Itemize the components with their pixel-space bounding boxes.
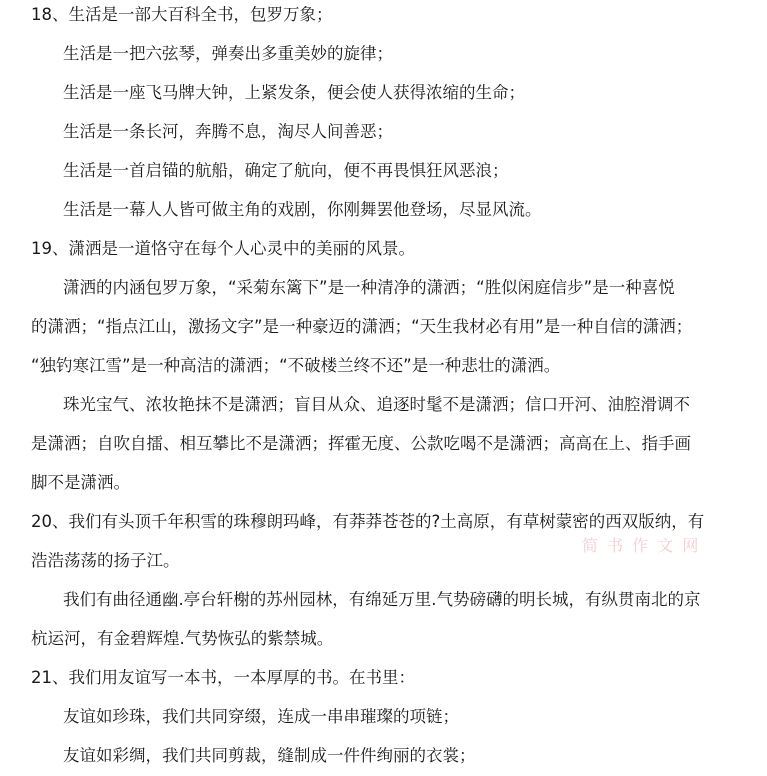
paragraph-line: 潇洒的内涵包罗万象，“采菊东篱下”是一种清净的潇洒；“胜似闲庭信步”是一种喜悦: [63, 278, 675, 297]
paragraph-line: 是潇洒；自吹自擂、相互攀比不是潇洒；挥霍无度、公款吃喝不是潇洒；高高在上、指手画: [31, 434, 691, 453]
paragraph-line: 生活是一首启锚的航船，确定了航向，便不再畏惧狂风恶浪；: [63, 161, 509, 180]
paragraph-line: 生活是一把六弦琴，弹奏出多重美妙的旋律；: [63, 44, 393, 63]
paragraph-line: 浩浩荡荡的扬子江。: [31, 551, 180, 570]
paragraph-line: 生活是一座飞马牌大钟，上紧发条，便会使人获得浓缩的生命；: [63, 83, 525, 102]
paragraph-line: 生活是一条长河，奔腾不息，淘尽人间善恶；: [63, 122, 393, 141]
paragraph-line: 19、潇洒是一道恪守在每个人心灵中的美丽的风景。: [31, 239, 415, 258]
paragraph-line: 21、我们用友谊写一本书，一本厚厚的书。在书里：: [31, 668, 415, 687]
paragraph-line: 杭运河，有金碧辉煌.气势恢弘的紫禁城。: [31, 629, 334, 648]
paragraph-line: 珠光宝气、浓妆艳抹不是潇洒；盲目从众、追逐时髦不是潇洒；信口开河、油腔滑调不: [63, 395, 690, 414]
watermark: 简 书 作 文 网: [582, 536, 701, 555]
paragraph-line: 的潇洒；“指点江山，激扬文字”是一种豪迈的潇洒；“天生我材必有用”是一种自信的潇洒；: [31, 317, 693, 336]
paragraph-line: 友谊如彩绸，我们共同剪裁，缝制成一件件绚丽的衣裳；: [63, 746, 476, 765]
paragraph-line: 我们有曲径通幽.亭台轩榭的苏州园林，有绵延万里.气势磅礴的明长城，有纵贯南北的京: [63, 590, 701, 609]
paragraph-line: 友谊如珍珠，我们共同穿缀，连成一串串璀璨的项链；: [63, 707, 459, 726]
paragraph-line: 18、生活是一部大百科全书，包罗万象；: [31, 5, 333, 24]
paragraph-line: “独钓寒江雪”是一种高洁的潇洒；“不破楼兰终不还”是一种悲壮的潇洒。: [31, 356, 561, 375]
paragraph-line: 生活是一幕人人皆可做主角的戏剧，你刚舞罢他登场，尽显风流。: [63, 200, 542, 219]
paragraph-line: 20、我们有头顶千年积雪的珠穆朗玛峰，有莽莽苍苍的?土高原，有草树蒙密的西双版纳，有: [31, 512, 705, 531]
paragraph-line: 脚不是潇洒。: [31, 473, 130, 492]
